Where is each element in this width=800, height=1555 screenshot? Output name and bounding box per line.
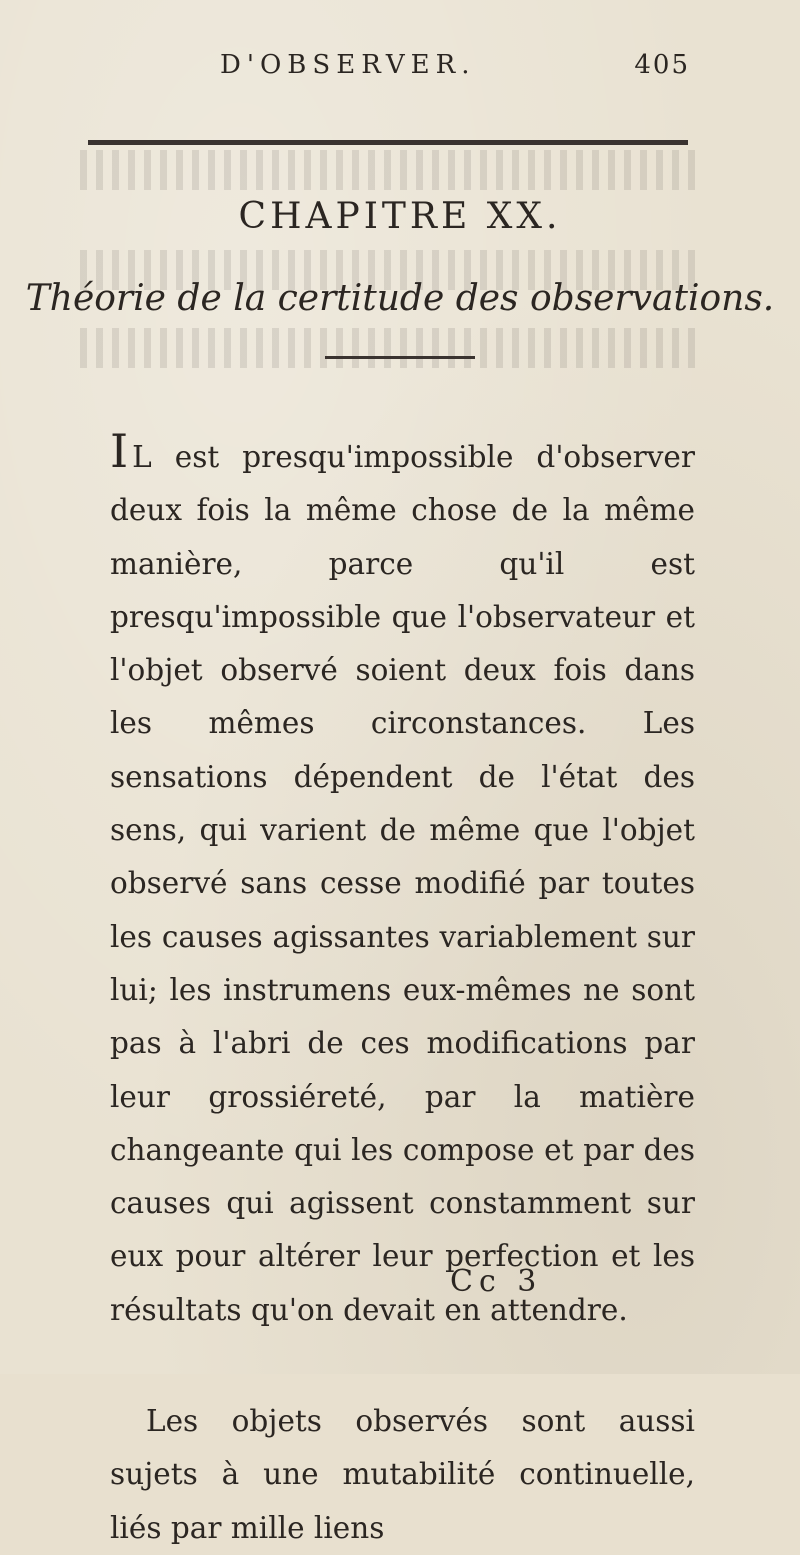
paragraph-2: Les objets observés sont aussi sujets à une mutabilité continuelle, liés par mille liens [110, 1404, 695, 1545]
page-number: 405 [634, 50, 690, 80]
header-rule [88, 140, 688, 145]
running-head [130, 50, 690, 90]
chapter-heading: CHAPITRE XX. [238, 196, 562, 237]
drop-cap: I [110, 424, 129, 478]
body-text [110, 424, 695, 1555]
running-title: D'OBSERVER. [220, 50, 476, 80]
paragraph-1-text: L est presqu'impossible d'observer deux fois la même chose de la même manière, parce qu'il est presqu'impossible que l'observateur et l'objet observé soient deux fois dans les mêmes circonstances. Les sensations dépendent de l'état des sens, qui varient de même que l'objet observé sans cesse modifié par toutes les causes agissantes variablement sur lui; les instrumens eux-mêmes ne sont pas à l'abri de ces modifications par leur grossiéreté, par la matière changeante qui les compose et par des causes qui agissent constamment sur eux pour altérer leur perfection et les résultats qu'on devait en attendre. [110, 440, 695, 1327]
bleed-through-texture [80, 328, 700, 368]
bleed-through-texture [80, 150, 700, 190]
ornamental-rule [325, 356, 475, 359]
paragraph-1 [110, 424, 695, 1337]
chapter-subtitle: Théorie de la certitude des observations. [25, 278, 775, 319]
signature-mark: Cc 3 [450, 1264, 543, 1299]
